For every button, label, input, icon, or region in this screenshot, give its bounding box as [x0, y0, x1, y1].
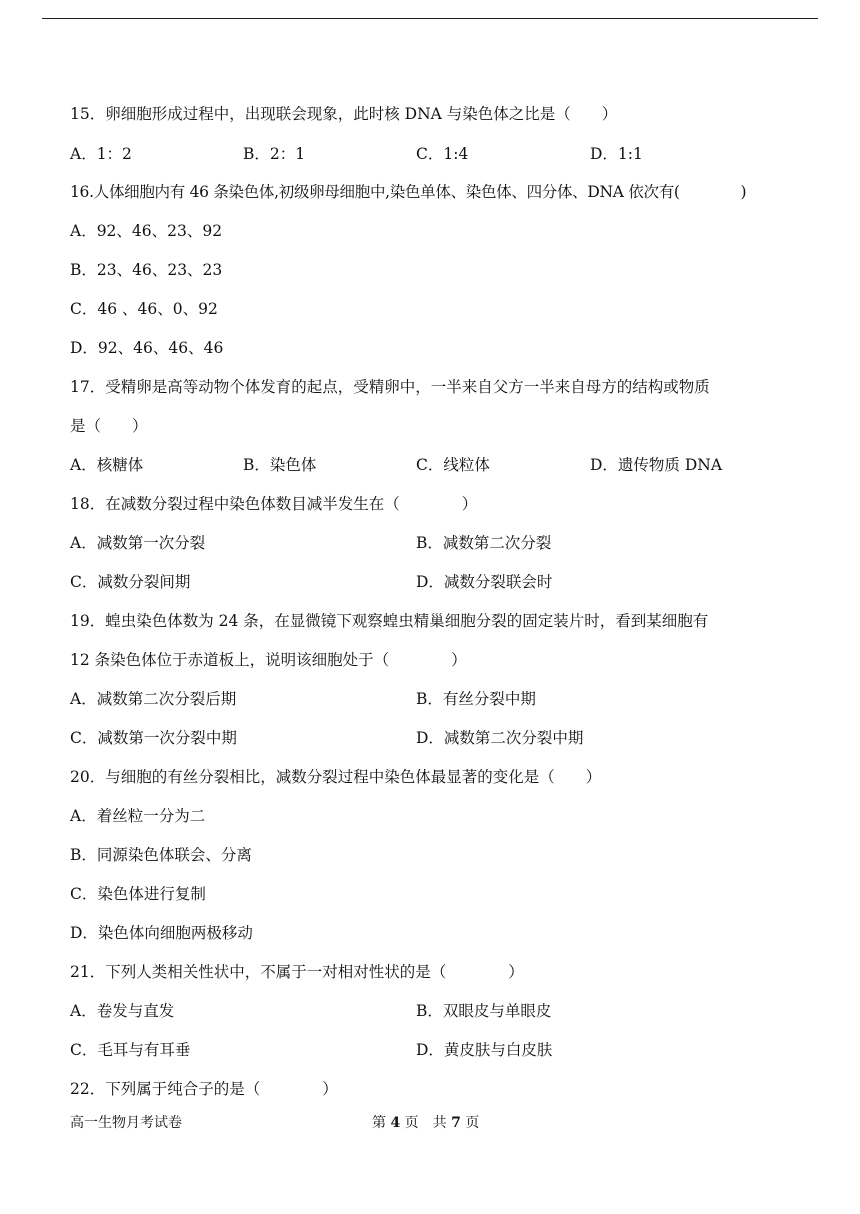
- question-16-option-b: B．23、46、23、23: [70, 261, 223, 279]
- question-18-option-b: B．减数第二次分裂: [416, 534, 552, 552]
- footer-exam-title: 高一生物月考试卷: [70, 1115, 182, 1131]
- question-17-option-a: A．核糖体: [70, 456, 144, 474]
- footer-page-suffix: 页: [465, 1115, 480, 1131]
- footer-page-current: 4: [390, 1115, 401, 1131]
- question-21-option-d: D．黄皮肤与白皮肤: [416, 1041, 553, 1059]
- header-rule: [42, 18, 818, 19]
- question-19-option-b: B．有丝分裂中期: [416, 690, 536, 708]
- question-19-option-d: D．减数第二次分裂中期: [416, 729, 584, 747]
- question-16-stem: 16.人体细胞内有 46 条染色体,初级卵母细胞中,染色单体、染色体、四分体、DNA 依次有( ): [70, 183, 747, 201]
- question-21-stem: 21．下列人类相关性状中，不属于一对相对性状的是（ ）: [70, 963, 524, 981]
- question-22-stem: 22．下列属于纯合子的是（ ）: [70, 1080, 338, 1098]
- question-19-stem-line2: 12 条染色体位于赤道板上，说明该细胞处于（ ）: [70, 651, 467, 669]
- question-20-option-a: A．着丝粒一分为二: [70, 807, 206, 825]
- question-15-stem: 15．卵细胞形成过程中，出现联会现象，此时核 DNA 与染色体之比是（ ）: [70, 105, 618, 123]
- question-16-option-c: C．46 、46、0、92: [70, 300, 218, 318]
- question-21-option-c: C．毛耳与有耳垂: [70, 1041, 191, 1059]
- footer-page-number: [372, 1114, 479, 1132]
- question-19-option-a: A．减数第二次分裂后期: [70, 690, 237, 708]
- footer-page-mid: 页 共: [404, 1115, 447, 1131]
- footer-page-total: 7: [451, 1115, 461, 1131]
- question-21-option-b: B．双眼皮与单眼皮: [416, 1002, 552, 1020]
- question-21-option-a: A．卷发与直发: [70, 1002, 175, 1020]
- footer-page-prefix: 第: [372, 1115, 386, 1131]
- question-16-option-d: D．92、46、46、46: [70, 339, 224, 357]
- question-17-option-d: D．遗传物质 DNA: [590, 456, 723, 474]
- question-18-option-a: A．减数第一次分裂: [70, 534, 206, 552]
- question-17-option-b: B．染色体: [243, 456, 317, 474]
- question-20-option-b: B．同源染色体联会、分离: [70, 846, 252, 864]
- question-17-stem-line1: 17．受精卵是高等动物个体发育的起点，受精卵中，一半来自父方一半来自母方的结构或物质: [70, 378, 710, 396]
- question-20-stem: 20．与细胞的有丝分裂相比，减数分裂过程中染色体最显著的变化是（ ）: [70, 768, 602, 786]
- question-15-option-a: A．1：2: [70, 145, 132, 163]
- question-15-option-c: C．1:4: [416, 145, 469, 163]
- question-16-option-a: A．92、46、23、92: [70, 222, 223, 240]
- question-18-stem: 18．在减数分裂过程中染色体数目减半发生在（ ）: [70, 495, 478, 513]
- question-20-option-c: C．染色体进行复制: [70, 885, 206, 903]
- question-18-option-d: D．减数分裂联会时: [416, 573, 553, 591]
- question-15-option-d: D．1:1: [590, 145, 643, 163]
- question-15-option-b: B．2：1: [243, 145, 306, 163]
- question-20-option-d: D．染色体向细胞两极移动: [70, 924, 253, 942]
- question-17-stem-line2: 是（ ）: [70, 417, 148, 435]
- question-17-option-c: C．线粒体: [416, 456, 490, 474]
- question-18-option-c: C．减数分裂间期: [70, 573, 191, 591]
- question-19-stem-line1: 19．蝗虫染色体数为 24 条，在显微镜下观察蝗虫精巢细胞分裂的固定装片时，看到某细胞有: [70, 612, 709, 630]
- question-19-option-c: C．减数第一次分裂中期: [70, 729, 237, 747]
